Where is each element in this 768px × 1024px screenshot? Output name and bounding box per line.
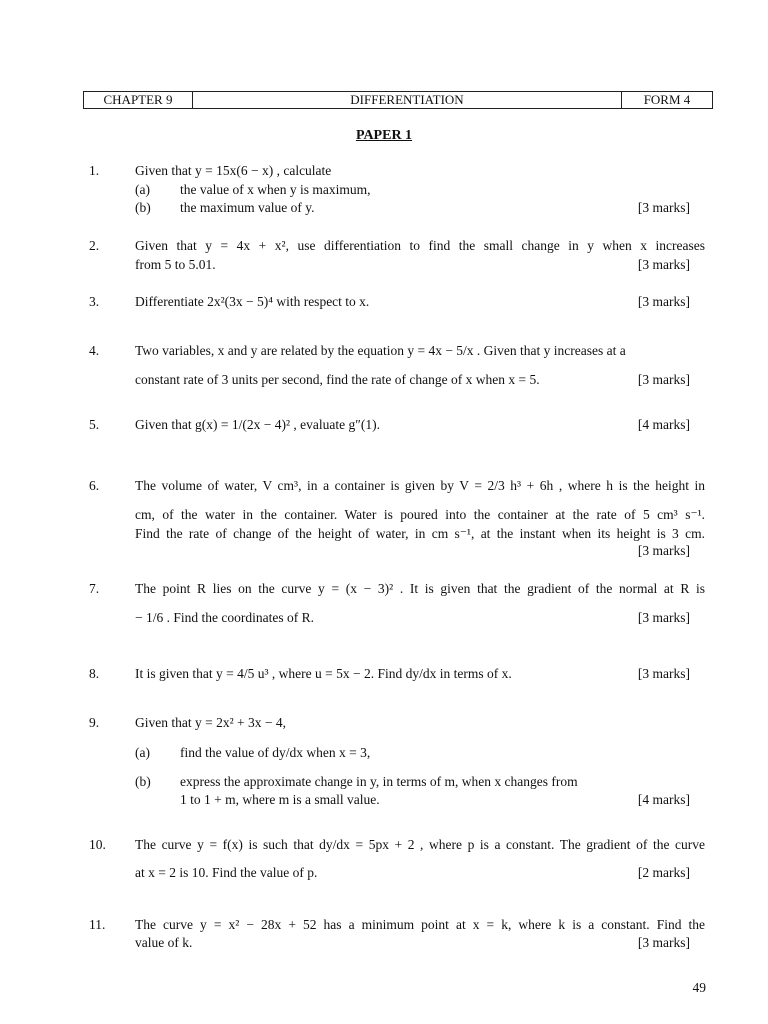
question-text: cm, of the water in the container. Water is poured into the container at the rate of 5 cm³ s⁻¹. <box>135 507 705 522</box>
question-number: 4. <box>89 343 100 358</box>
marks: [4 marks] <box>637 417 690 432</box>
question-text: value of k. <box>135 935 193 950</box>
question-number: 11. <box>89 917 106 932</box>
question-number: 1. <box>89 163 100 178</box>
part-text: the value of x when y is maximum, <box>180 182 371 197</box>
marks: [2 marks] <box>637 865 690 880</box>
question-number: 8. <box>89 666 100 681</box>
topic-cell: DIFFERENTIATION <box>193 92 622 108</box>
question-text: Given that g(x) = 1/(2x − 4)² , evaluate g″(1). <box>135 417 380 432</box>
chapter-header <box>83 91 713 109</box>
part-label: (b) <box>135 774 151 789</box>
part-text: express the approximate change in y, in terms of m, when x changes from <box>180 774 578 789</box>
question-text: The curve y = x² − 28x + 52 has a minimum point at x = k, where k is a constant. Find the <box>135 917 705 932</box>
form-cell: FORM 4 <box>643 92 691 107</box>
marks: [3 marks] <box>637 543 690 558</box>
question-text: Find the rate of change of the height of water, in cm s⁻¹, at the instant when its height is 3 cm. <box>135 526 705 541</box>
question-text: Given that y = 15x(6 − x) , calculate <box>135 163 332 178</box>
question-text: Given that y = 2x² + 3x − 4, <box>135 715 286 730</box>
question-number: 7. <box>89 581 100 596</box>
part-label: (b) <box>135 200 151 215</box>
question-number: 3. <box>89 294 100 309</box>
part-text: find the value of dy/dx when x = 3, <box>180 745 371 760</box>
marks: [3 marks] <box>637 372 690 387</box>
marks: [3 marks] <box>637 257 690 272</box>
paper-title: PAPER 1 <box>355 128 413 143</box>
marks: [3 marks] <box>637 610 690 625</box>
page-number: 49 <box>692 980 706 995</box>
chapter-cell: CHAPTER 9 <box>84 92 193 108</box>
question-text: − 1/6 . Find the coordinates of R. <box>135 610 314 625</box>
question-text: The volume of water, V cm³, in a container is given by V = 2/3 h³ + 6h , where h is the height in <box>135 478 705 493</box>
question-text: Two variables, x and y are related by the equation y = 4x − 5/x . Given that y increases at a <box>135 343 626 358</box>
question-text: Differentiate 2x²(3x − 5)⁴ with respect to x. <box>135 294 370 309</box>
marks: [4 marks] <box>637 792 690 807</box>
question-number: 9. <box>89 715 100 730</box>
marks: [3 marks] <box>637 935 690 950</box>
question-text: The curve y = f(x) is such that dy/dx = 5px + 2 , where p is a constant. The gradient of the curve <box>135 837 705 852</box>
part-label: (a) <box>135 745 150 760</box>
question-number: 6. <box>89 478 100 493</box>
part-label: (a) <box>135 182 150 197</box>
part-text: the maximum value of y. <box>180 200 315 215</box>
question-text: The point R lies on the curve y = (x − 3)² . It is given that the gradient of the normal at R is <box>135 581 705 596</box>
marks: [3 marks] <box>637 294 690 309</box>
question-text: from 5 to 5.01. <box>135 257 216 272</box>
question-number: 5. <box>89 417 100 432</box>
question-number: 10. <box>89 837 106 852</box>
part-text-continuation: 1 to 1 + m, where m is a small value. <box>180 792 380 807</box>
question-text: at x = 2 is 10. Find the value of p. <box>135 865 318 880</box>
question-text: constant rate of 3 units per second, find the rate of change of x when x = 5. <box>135 372 540 387</box>
question-text: It is given that y = 4/5 u³ , where u = 5x − 2. Find dy/dx in terms of x. <box>135 666 512 681</box>
marks: [3 marks] <box>637 200 690 215</box>
question-number: 2. <box>89 238 100 253</box>
marks: [3 marks] <box>637 666 690 681</box>
question-text: Given that y = 4x + x², use differentiation to find the small change in y when x increases <box>135 238 705 253</box>
